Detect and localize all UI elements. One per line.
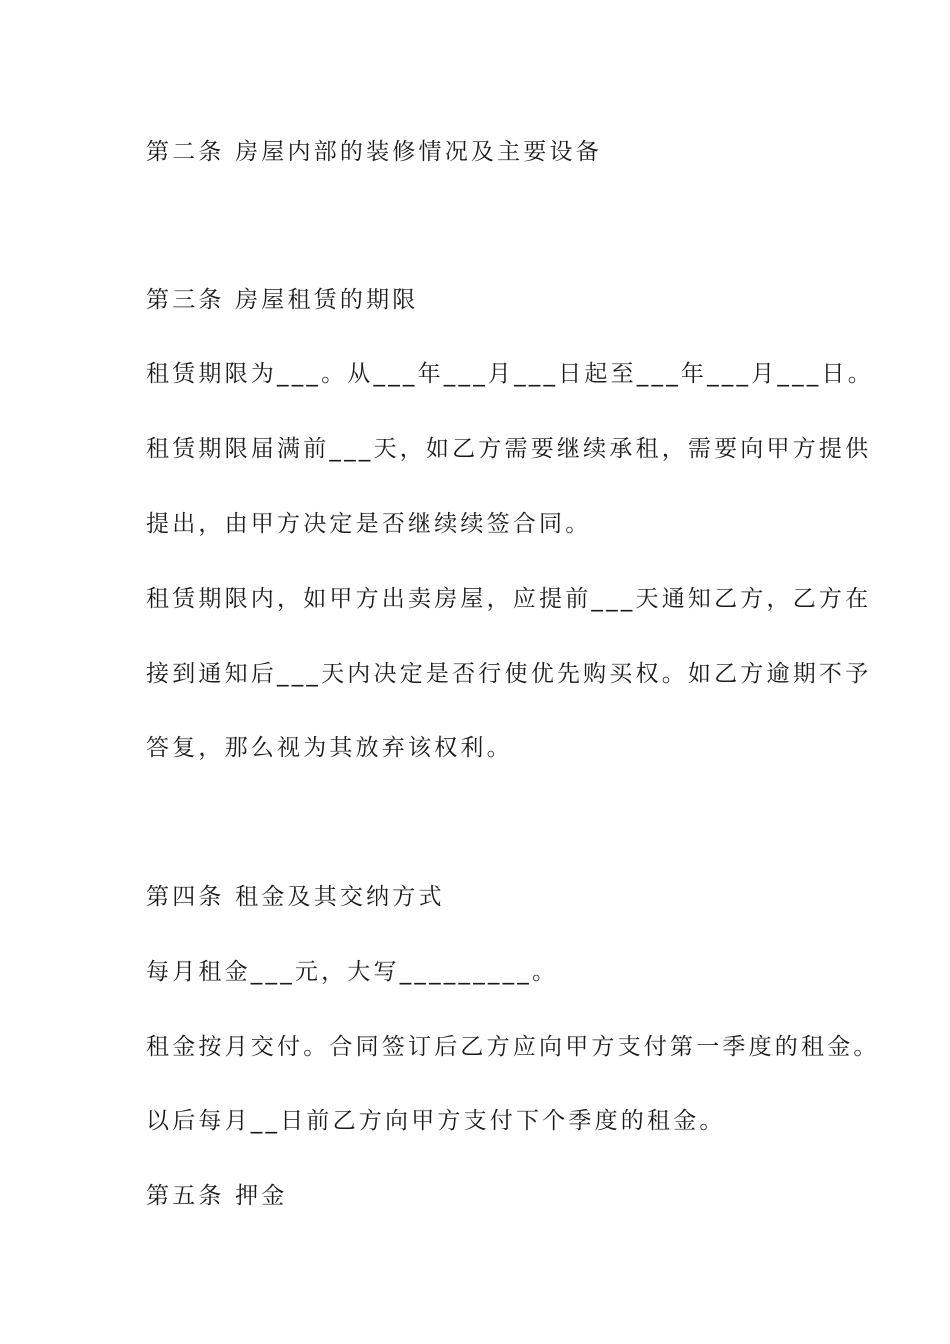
section-heading-4: 第四条 租金及其交纳方式 [146, 884, 445, 910]
paragraph-line: 每月租金___元，大写_________。 [146, 959, 559, 985]
section-heading-2: 第二条 房屋内部的装修情况及主要设备 [146, 139, 602, 165]
paragraph-line: 以后每月__日前乙方向甲方支付下个季度的租金。 [146, 1108, 726, 1134]
section-heading-5: 第五条 押金 [146, 1183, 288, 1209]
paragraph-line: 提出，由甲方决定是否继续续签合同。 [146, 511, 592, 537]
paragraph-line: 租赁期限内，如甲方出卖房屋，应提前___天通知乙方，乙方在 [146, 586, 872, 612]
paragraph-line: 租赁期限届满前___天，如乙方需要继续承租，需要向甲方提供 [146, 436, 872, 462]
section-heading-3: 第三条 房屋租赁的期限 [146, 287, 419, 313]
paragraph-line: 答复，那么视为其放弃该权利。 [146, 735, 513, 761]
paragraph-line: 租金按月交付。合同签订后乙方应向甲方支付第一季度的租金。 [146, 1034, 880, 1060]
paragraph-line: 接到通知后___天内决定是否行使优先购买权。如乙方逾期不予 [146, 661, 872, 687]
paragraph-line: 租赁期限为___。从___年___月___日起至___年___月___日。 [146, 361, 874, 387]
